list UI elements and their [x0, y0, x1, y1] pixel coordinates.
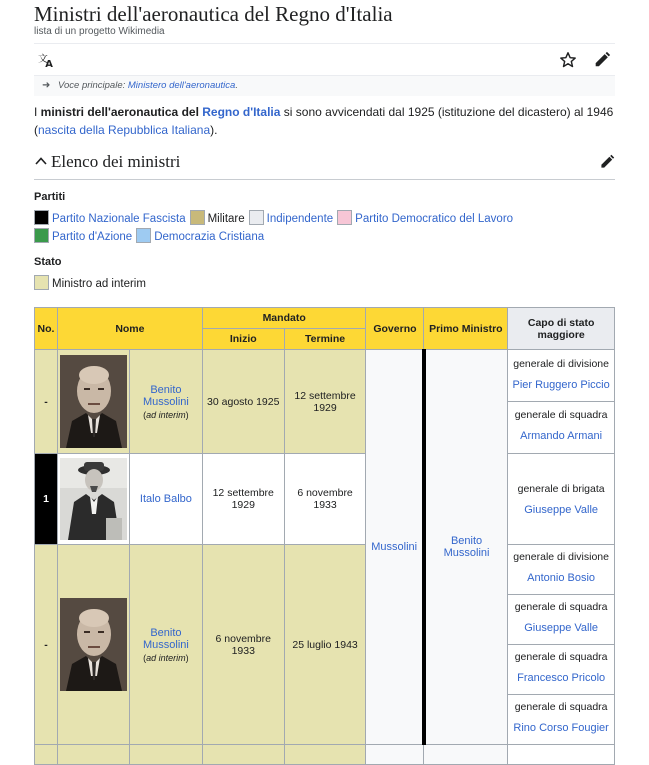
- party-legend-label[interactable]: Indipendente: [266, 213, 334, 225]
- party-legend-swatch: [34, 228, 49, 243]
- minister-photo[interactable]: [57, 454, 129, 545]
- star-icon[interactable]: [559, 51, 577, 69]
- page-subtitle: lista di un progetto Wikimedia: [34, 26, 165, 37]
- capo-name-link[interactable]: Pier Ruggero Piccio: [512, 379, 610, 391]
- capo-entry: [508, 545, 614, 595]
- mussolini-portrait-icon: [60, 355, 127, 448]
- governo-cell: [366, 350, 424, 745]
- row-number: -: [35, 545, 58, 745]
- mussolini-portrait-icon: [60, 598, 127, 691]
- party-legend-item[interactable]: [136, 228, 264, 246]
- state-label: Stato: [34, 256, 62, 268]
- hatnote-suffix: .: [235, 80, 238, 91]
- page-toolbar: [34, 43, 615, 76]
- hatnote-link[interactable]: Ministero dell'aeronautica: [127, 80, 236, 91]
- edit-section-icon[interactable]: [599, 154, 615, 170]
- svg-text:文: 文: [38, 53, 48, 65]
- minister-name-link[interactable]: Benito Mussolini: [142, 383, 189, 408]
- capo-name-link[interactable]: Giuseppe Valle: [524, 503, 599, 516]
- primo-ministro-cell: [424, 745, 508, 765]
- capo-name-link[interactable]: Giuseppe Valle: [524, 622, 599, 634]
- svg-text:A: A: [45, 59, 53, 69]
- row-number: [35, 745, 58, 765]
- capo-name-link[interactable]: Francesco Pricolo: [517, 672, 606, 684]
- capo-entry: [508, 350, 614, 402]
- party-legend-item[interactable]: [249, 210, 334, 228]
- capo-entry: [508, 645, 614, 695]
- party-legend-swatch: [190, 210, 205, 225]
- capo-entry: [508, 695, 614, 743]
- capo-role: generale di squadra: [514, 701, 608, 713]
- date-end: 25 luglio 1943: [284, 545, 366, 745]
- capo-entry: [508, 402, 614, 453]
- balbo-portrait-icon: [60, 458, 127, 540]
- minister-name-cell: Benito Mussolini (ad interim): [129, 350, 202, 454]
- capi-cell: [508, 454, 615, 545]
- capo-name-link[interactable]: Antonio Bosio: [527, 572, 596, 584]
- intro-bold: ministri dell'aeronautica del: [40, 105, 203, 119]
- governo-link[interactable]: Mussolini: [371, 541, 418, 553]
- header-termine: Termine: [284, 329, 366, 350]
- party-legend-swatch: [249, 210, 264, 225]
- capi-cell: [508, 545, 615, 745]
- section-heading[interactable]: [34, 148, 615, 180]
- minister-photo[interactable]: [57, 350, 129, 454]
- page-content: [34, 0, 615, 734]
- capo-role: generale di squadra: [514, 651, 608, 663]
- party-legend-swatch: [34, 210, 49, 225]
- minister-name-cell: Benito Mussolini (ad interim): [129, 545, 202, 745]
- minister-name-cell: [129, 454, 202, 545]
- intro-text: ).: [210, 123, 218, 137]
- parties-legend: [34, 210, 615, 246]
- date-start: 30 agosto 1925: [202, 350, 284, 454]
- header-inizio: Inizio: [202, 329, 284, 350]
- state-legend-swatch: [34, 275, 49, 290]
- header-capo: Capo di stato maggiore: [508, 308, 615, 350]
- arrow-icon: ➜: [42, 80, 51, 91]
- party-legend-item[interactable]: [337, 210, 513, 228]
- party-legend-item: [190, 210, 245, 228]
- hatnote: [34, 76, 615, 96]
- page-title: Ministri dell'aeronautica del Regno d'Italia: [34, 2, 393, 26]
- interim-note: ad interim: [146, 409, 186, 420]
- capi-cell: [508, 745, 615, 765]
- party-legend-label[interactable]: Partito d'Azione: [52, 231, 133, 243]
- capo-role: generale di divisione: [513, 551, 609, 563]
- capo-role: generale di brigata: [517, 482, 605, 495]
- primo-ministro-cell: [424, 350, 508, 745]
- party-legend-label[interactable]: Partito Democratico del Lavoro: [355, 213, 514, 225]
- capo-entry: [508, 595, 614, 645]
- minister-photo[interactable]: [57, 745, 129, 765]
- date-end: [284, 745, 366, 765]
- hatnote-prefix: Voce principale:: [58, 80, 128, 91]
- parties-label: Partiti: [34, 191, 66, 203]
- party-legend-swatch: [337, 210, 352, 225]
- party-legend-item[interactable]: [34, 210, 186, 228]
- minister-name-link[interactable]: Italo Balbo: [139, 493, 192, 505]
- translate-icon[interactable]: [38, 51, 56, 69]
- state-legend: [34, 275, 615, 293]
- link-nascita-repubblica[interactable]: nascita della Repubblica Italiana: [38, 123, 211, 137]
- party-legend-swatch: [136, 228, 151, 243]
- party-legend-label[interactable]: Partito Nazionale Fascista: [52, 213, 186, 225]
- intro-text: I: [34, 105, 41, 119]
- row-number: -: [35, 350, 58, 454]
- chevron-up-icon[interactable]: [34, 154, 48, 168]
- party-legend-label: Militare: [207, 213, 245, 225]
- capo-name-link[interactable]: Rino Corso Fougier: [513, 722, 609, 734]
- capo-role: generale di divisione: [513, 358, 609, 370]
- header-nome: Nome: [57, 308, 202, 350]
- header-primo-ministro: Primo Ministro: [424, 308, 508, 350]
- header-mandato: Mandato: [202, 308, 366, 329]
- party-legend-item[interactable]: [34, 228, 132, 246]
- capo-role: generale di squadra: [514, 409, 608, 421]
- edit-pencil-icon[interactable]: [593, 51, 611, 69]
- row-number: 1: [35, 454, 58, 545]
- governo-cell: [366, 745, 424, 765]
- interim-note: ad interim: [146, 652, 186, 663]
- date-start: 12 settembre 1929: [202, 454, 284, 545]
- capo-role: generale di squadra: [514, 601, 608, 613]
- header-governo: Governo: [366, 308, 424, 350]
- party-legend-label[interactable]: Democrazia Cristiana: [154, 231, 265, 243]
- header-no: No.: [35, 308, 58, 350]
- ministers-table: [34, 307, 615, 765]
- date-start: 6 novembre 1933: [202, 545, 284, 745]
- intro-paragraph: [34, 103, 615, 139]
- capi-cell: [508, 350, 615, 454]
- minister-name-link[interactable]: Benito Mussolini: [142, 626, 189, 651]
- section-title: Elenco dei ministri: [51, 152, 181, 171]
- date-end: 6 novembre 1933: [284, 454, 366, 545]
- date-end: 12 settembre 1929: [284, 350, 366, 454]
- date-start: [202, 745, 284, 765]
- state-legend-label: Ministro ad interim: [52, 278, 146, 290]
- primo-ministro-link[interactable]: Benito Mussolini: [443, 535, 490, 559]
- link-regno-italia[interactable]: Regno d'Italia: [202, 105, 281, 119]
- minister-name-cell: [129, 745, 202, 765]
- intro-text: si sono avvicendati dal 1925 (istituzione del dicastero) al 1946 (: [34, 105, 614, 137]
- capo-name-link[interactable]: Armando Armani: [520, 430, 603, 442]
- state-legend-item: [34, 275, 146, 293]
- minister-photo[interactable]: [57, 545, 129, 745]
